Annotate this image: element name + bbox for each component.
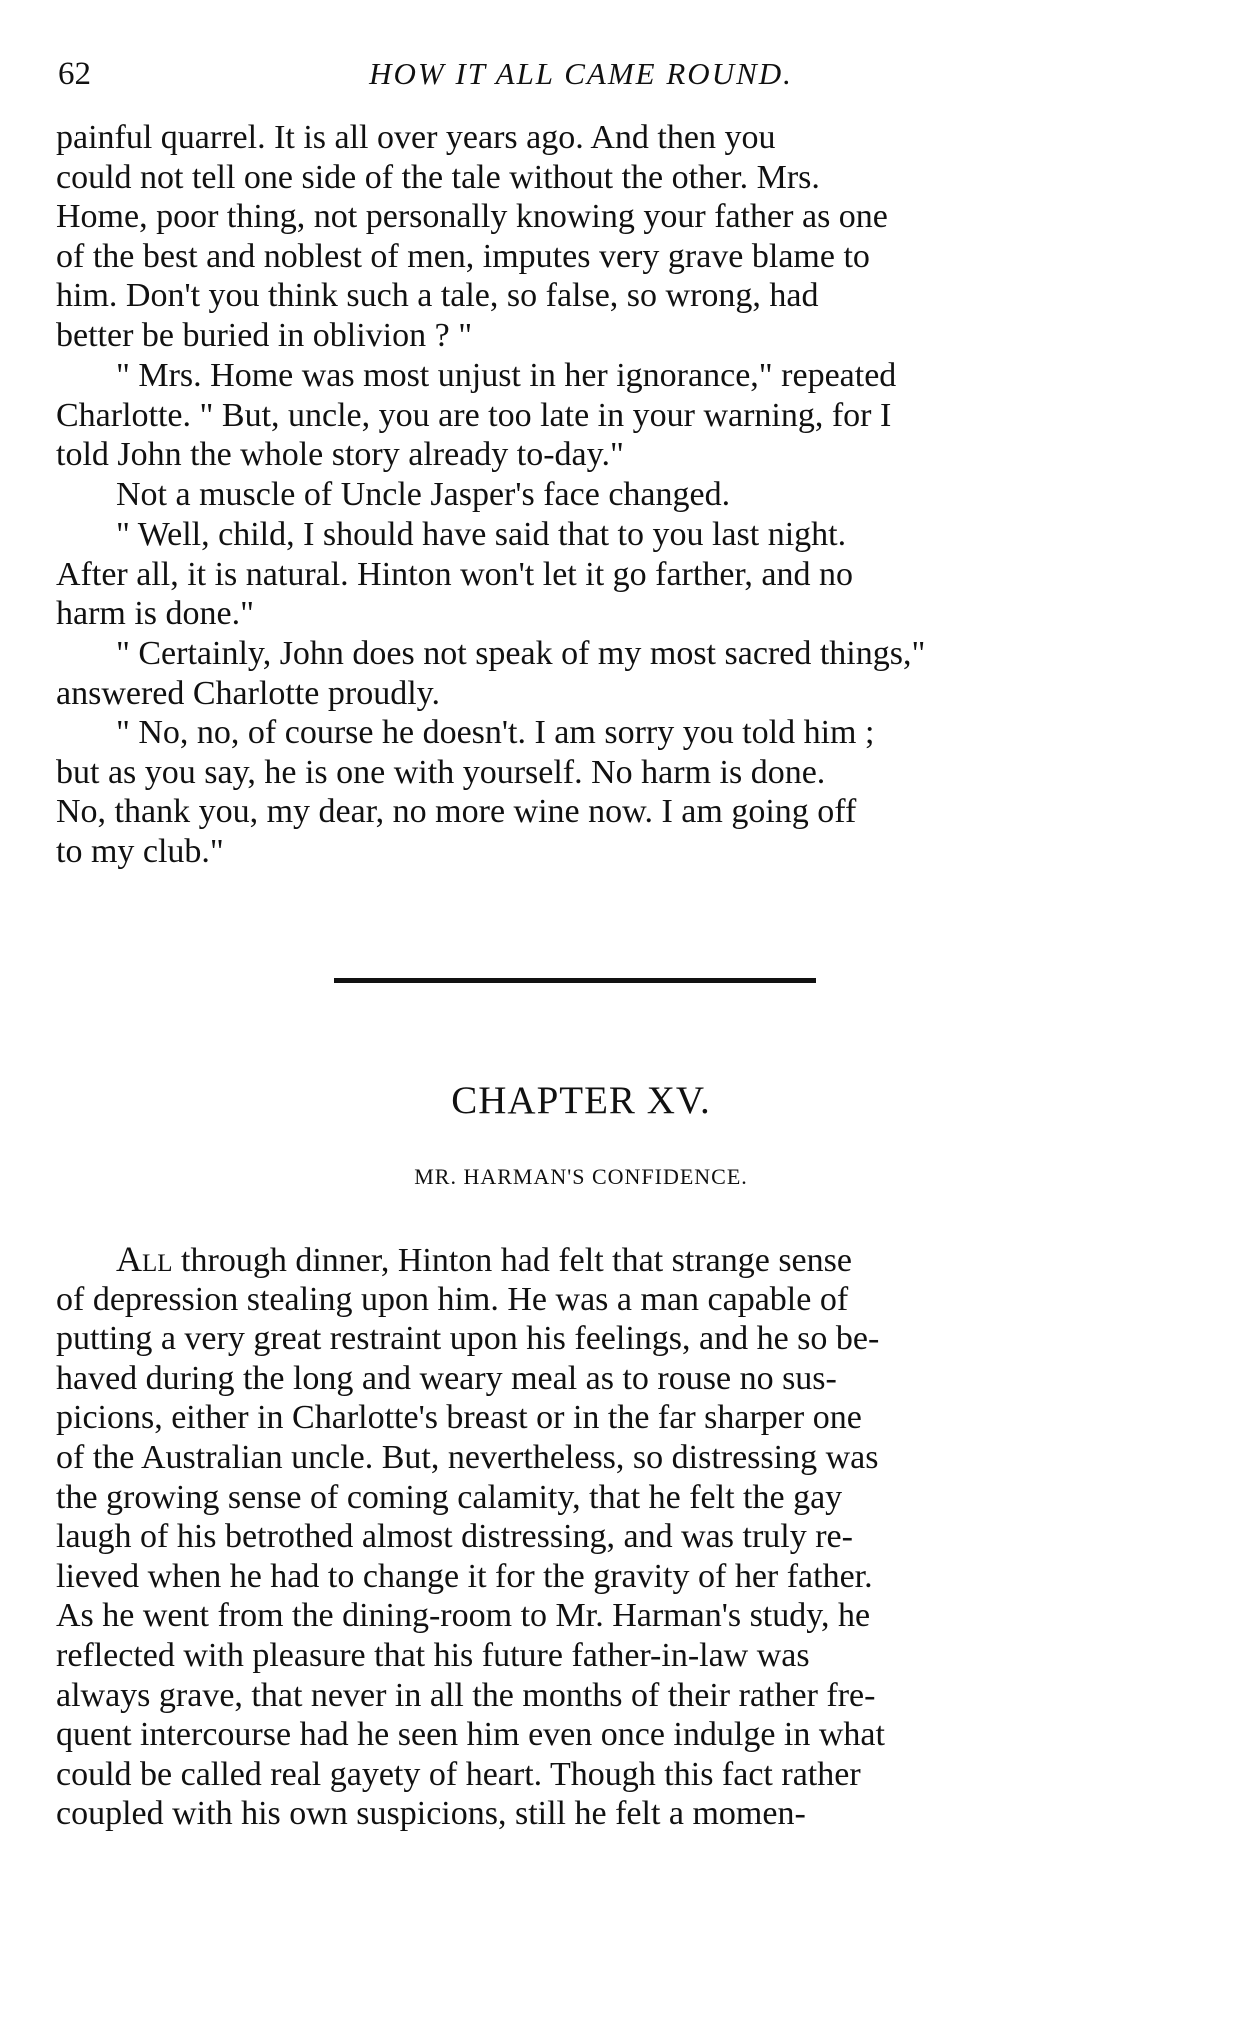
text-line: coupled with his own suspicions, still he felt a momen- bbox=[56, 1795, 806, 1833]
paragraph bbox=[56, 118, 1106, 356]
paragraph bbox=[56, 713, 1106, 871]
text-line: of depression stealing upon him. He was a man capable of bbox=[56, 1280, 849, 1318]
text-line: harm is done." bbox=[56, 595, 255, 633]
book-page bbox=[56, 0, 1106, 2030]
first-line-text: through dinner, Hinton had felt that strange sense bbox=[172, 1242, 852, 1279]
text-line: could not tell one side of the tale without the other. Mrs. bbox=[56, 158, 820, 196]
text-line: haved during the long and weary meal as to rouse no sus- bbox=[56, 1359, 837, 1397]
text-line: of the Australian uncle. But, nevertheless, so distressing was bbox=[56, 1438, 879, 1476]
paragraph bbox=[56, 1240, 1106, 1834]
text-line: laugh of his betrothed almost distressing, and was truly re- bbox=[56, 1518, 853, 1556]
chapter-heading: CHAPTER XV. bbox=[451, 1079, 711, 1122]
text-line: Charlotte. " But, uncle, you are too late in your warning, for I bbox=[56, 396, 892, 434]
text-line: could be called real gayety of heart. Though this fact rather bbox=[56, 1755, 861, 1793]
text-line: After all, it is natural. Hinton won't let it go farther, and no bbox=[56, 555, 853, 593]
text-line: " Well, child, I should have said that to you last night. bbox=[116, 516, 847, 553]
opening-word: All bbox=[116, 1239, 173, 1279]
text-line: Not a muscle of Uncle Jasper's face changed. bbox=[116, 476, 731, 513]
text-line: of the best and noblest of men, imputes very grave blame to bbox=[56, 237, 870, 275]
text-line: " No, no, of course he doesn't. I am sorry you told him ; bbox=[116, 714, 875, 751]
text-line: but as you say, he is one with yourself. No harm is done. bbox=[56, 753, 826, 791]
text-line: to my club." bbox=[56, 832, 224, 870]
text-line: him. Don't you think such a tale, so false, so wrong, had bbox=[56, 277, 819, 315]
text-line: Home, poor thing, not personally knowing your father as one bbox=[56, 198, 888, 236]
text-line: " Certainly, John does not speak of my most sacred things," bbox=[116, 635, 926, 672]
text-line: No, thank you, my dear, no more wine now. I am going off bbox=[56, 793, 857, 831]
text-line bbox=[56, 1240, 1106, 1280]
paragraph bbox=[56, 634, 1106, 713]
text-line: lieved when he had to change it for the gravity of her father. bbox=[56, 1557, 873, 1595]
text-line: told John the whole story already to-day." bbox=[56, 436, 624, 474]
text-line: always grave, that never in all the months of their rather fre- bbox=[56, 1676, 876, 1714]
text-line: answered Charlotte proudly. bbox=[56, 674, 440, 712]
paragraph bbox=[56, 475, 1106, 515]
text-line: the growing sense of coming calamity, that he felt the gay bbox=[56, 1478, 843, 1516]
text-line: As he went from the dining-room to Mr. Harman's study, he bbox=[56, 1597, 871, 1635]
section-divider bbox=[334, 978, 816, 983]
page-number: 62 bbox=[58, 56, 91, 92]
chapter-subtitle: MR. HARMAN'S CONFIDENCE. bbox=[414, 1164, 748, 1189]
text-line: painful quarrel. It is all over years ago. And then you bbox=[56, 119, 776, 156]
running-head bbox=[56, 56, 1106, 100]
running-title: HOW IT ALL CAME ROUND. bbox=[369, 56, 793, 91]
text-line: better be buried in oblivion ? " bbox=[56, 316, 473, 354]
paragraph bbox=[56, 515, 1106, 634]
text-line: " Mrs. Home was most unjust in her ignorance," repeated bbox=[116, 357, 897, 394]
text-line: putting a very great restraint upon his feelings, and he so be- bbox=[56, 1320, 880, 1358]
text-line: picions, either in Charlotte's breast or in the far sharper one bbox=[56, 1399, 862, 1437]
text-line: reflected with pleasure that his future father-in-law was bbox=[56, 1636, 810, 1674]
text-line: quent intercourse had he seen him even once indulge in what bbox=[56, 1716, 885, 1754]
paragraph bbox=[56, 356, 1106, 475]
